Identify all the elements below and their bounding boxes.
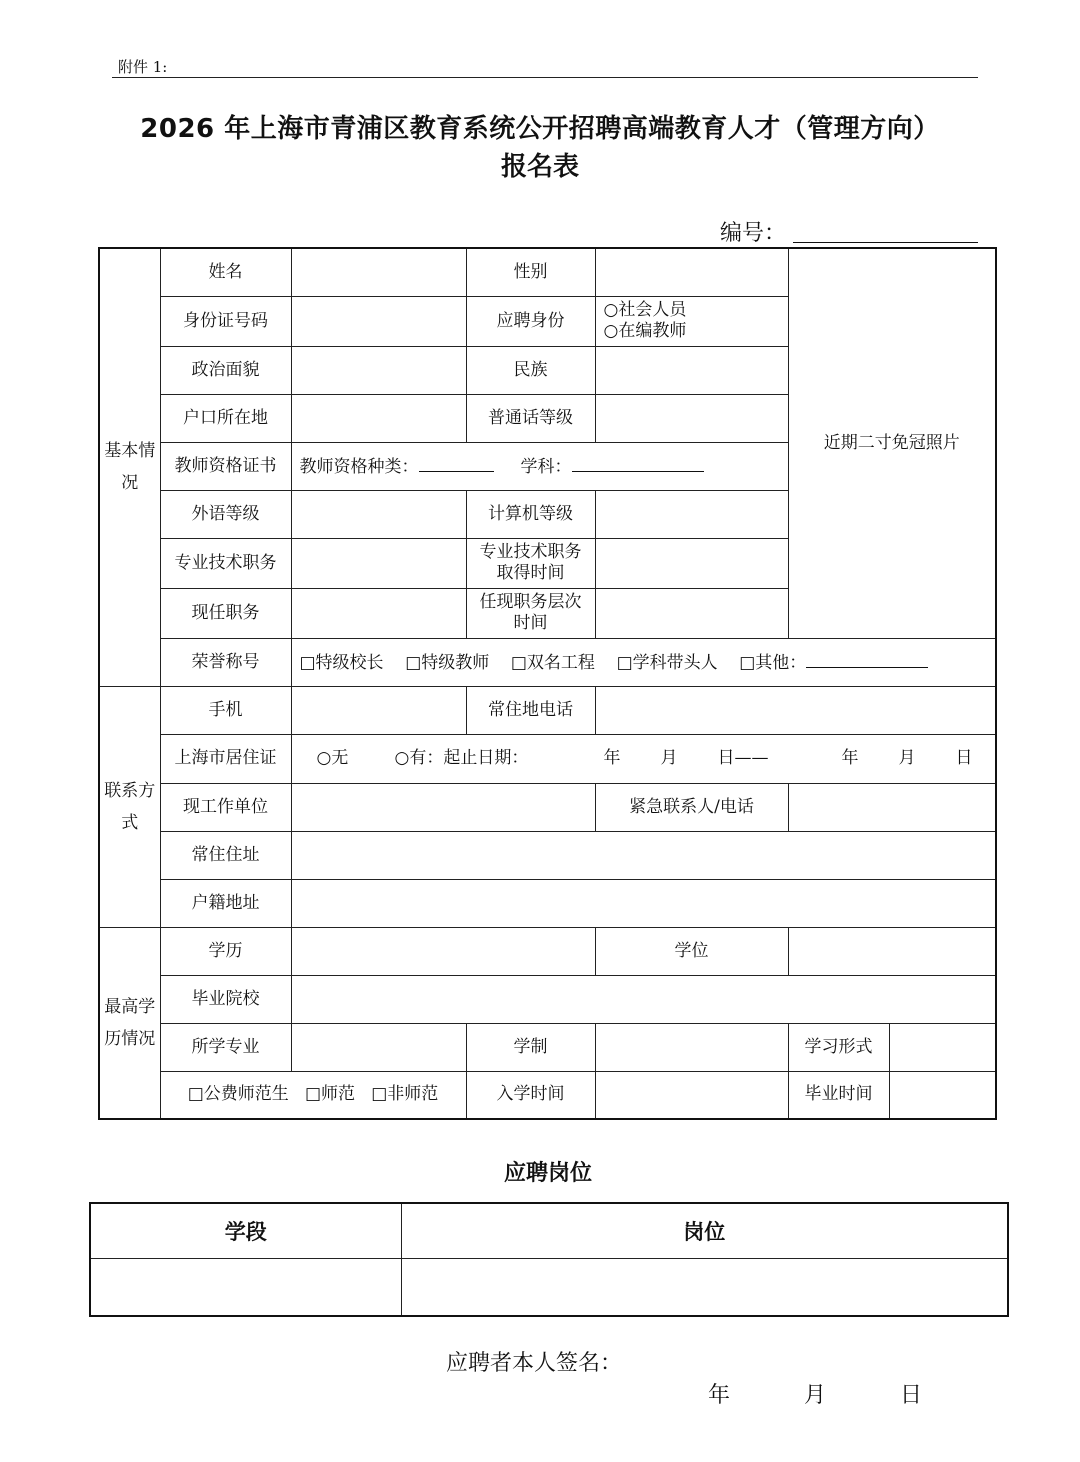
label-mandarin: 普通话等级	[466, 394, 595, 442]
label-study-form: 学习形式	[788, 1023, 889, 1071]
header-divider	[112, 77, 978, 78]
date-year: 年	[708, 1383, 731, 1408]
input-study-form[interactable]	[889, 1023, 996, 1071]
option-normal[interactable]: □师范	[304, 1084, 356, 1105]
input-school[interactable]	[291, 975, 996, 1023]
label-enroll-time: 入学时间	[466, 1071, 595, 1119]
input-emergency[interactable]	[788, 783, 996, 831]
label-emergency: 紧急联系人/电话	[595, 783, 788, 831]
label-prof-title-time: 专业技术职务取得时间	[466, 538, 595, 588]
posts-title: 应聘岗位	[503, 1161, 592, 1186]
input-current-position[interactable]	[291, 588, 466, 638]
attachment-label: 附件 1:	[118, 58, 168, 76]
permit-day-dash: 日——	[717, 747, 769, 768]
permit-year: 年	[603, 747, 621, 768]
honor-teacher[interactable]: □特级教师	[405, 652, 490, 673]
label-permit: 上海市居住证	[160, 734, 291, 783]
label-honors: 荣誉称号	[160, 638, 291, 686]
label-ethnicity: 民族	[466, 346, 595, 394]
col-post: 岗位	[401, 1203, 1008, 1258]
input-name[interactable]	[291, 248, 466, 296]
permit-month: 月	[660, 747, 678, 768]
section-education: 最高学历情况	[99, 927, 160, 1119]
label-education: 学历	[160, 927, 291, 975]
input-position-time[interactable]	[595, 588, 788, 638]
label-position-time: 任现职务层次时间	[466, 588, 595, 638]
label-work-unit: 现工作单位	[160, 783, 291, 831]
page-subtitle: 报名表	[500, 152, 579, 182]
input-major[interactable]	[291, 1023, 466, 1071]
registration-form	[98, 247, 997, 1120]
honor-leader[interactable]: □学科带头人	[616, 652, 718, 673]
label-id-number: 身份证号码	[160, 296, 291, 346]
posts-table	[89, 1202, 1009, 1317]
col-stage: 学段	[90, 1203, 401, 1258]
photo-box[interactable]: 近期二寸免冠照片	[788, 248, 996, 638]
signature-label: 应聘者本人签名：	[446, 1351, 623, 1376]
permit-day2: 日	[955, 747, 973, 768]
teacher-cert-row	[291, 442, 788, 490]
input-post[interactable]	[401, 1258, 1008, 1316]
honors-options	[291, 638, 996, 686]
label-major: 所学专业	[160, 1023, 291, 1071]
honor-other[interactable]: □其他：	[739, 652, 807, 673]
label-address: 常住住址	[160, 831, 291, 879]
label-home-phone: 常住地电话	[466, 686, 595, 734]
input-ethnicity[interactable]	[595, 346, 788, 394]
page-title: 2026 年上海市青浦区教育系统公开招聘高端教育人才（管理方向）	[140, 114, 940, 144]
input-hukou-address[interactable]	[291, 879, 996, 927]
label-applicant-status: 应聘身份	[466, 296, 595, 346]
option-non-normal[interactable]: □非师范	[371, 1084, 439, 1105]
option-public-normal[interactable]: □公费师范生	[187, 1084, 289, 1105]
input-cert-type[interactable]	[419, 455, 494, 472]
input-home-phone[interactable]	[595, 686, 996, 734]
option-staff-teacher[interactable]: ○在编教师	[603, 321, 687, 341]
label-foreign-lang: 外语等级	[160, 490, 291, 538]
serial-label: 编号：	[720, 221, 787, 246]
date-day: 日	[900, 1383, 923, 1408]
label-prof-title: 专业技术职务	[160, 538, 291, 588]
input-prof-title[interactable]	[291, 538, 466, 588]
input-prof-title-time[interactable]	[595, 538, 788, 588]
label-teacher-cert: 教师资格证书	[160, 442, 291, 490]
date-month: 月	[804, 1383, 827, 1408]
input-hukou[interactable]	[291, 394, 466, 442]
label-computer: 计算机等级	[466, 490, 595, 538]
label-current-position: 现任职务	[160, 588, 291, 638]
input-cert-subject[interactable]	[572, 455, 704, 472]
input-work-unit[interactable]	[291, 783, 595, 831]
label-grad-time: 毕业时间	[788, 1071, 889, 1119]
input-grad-time[interactable]	[889, 1071, 996, 1119]
label-name: 姓名	[160, 248, 291, 296]
label-hukou-address: 户籍地址	[160, 879, 291, 927]
permit-has[interactable]: ○有：起止日期：	[394, 747, 529, 768]
input-stage[interactable]	[90, 1258, 401, 1316]
input-enroll-time[interactable]	[595, 1071, 788, 1119]
label-cert-type: 教师资格种类：	[299, 456, 419, 477]
applicant-status-options[interactable]	[595, 296, 788, 346]
input-address[interactable]	[291, 831, 996, 879]
serial-input[interactable]	[793, 242, 978, 243]
honor-dual[interactable]: □双名工程	[510, 652, 595, 673]
input-computer[interactable]	[595, 490, 788, 538]
label-hukou: 户口所在地	[160, 394, 291, 442]
input-education[interactable]	[291, 927, 595, 975]
input-political[interactable]	[291, 346, 466, 394]
input-honor-other[interactable]	[806, 651, 928, 668]
permit-none[interactable]: ○无	[316, 747, 349, 768]
input-foreign-lang[interactable]	[291, 490, 466, 538]
input-degree[interactable]	[788, 927, 996, 975]
label-gender: 性别	[466, 248, 595, 296]
permit-row	[291, 734, 996, 783]
option-social[interactable]: ○社会人员	[603, 300, 687, 320]
label-cert-subject: 学科：	[520, 456, 572, 477]
permit-year2: 年	[841, 747, 859, 768]
input-study-length[interactable]	[595, 1023, 788, 1071]
label-degree: 学位	[595, 927, 788, 975]
label-political: 政治面貌	[160, 346, 291, 394]
input-id-number[interactable]	[291, 296, 466, 346]
input-mandarin[interactable]	[595, 394, 788, 442]
permit-month2: 月	[898, 747, 916, 768]
normal-options	[160, 1071, 466, 1119]
signature-date	[708, 1378, 922, 1409]
label-study-length: 学制	[466, 1023, 595, 1071]
input-gender[interactable]	[595, 248, 788, 296]
honor-principal[interactable]: □特级校长	[299, 652, 384, 673]
label-mobile: 手机	[160, 686, 291, 734]
label-school: 毕业院校	[160, 975, 291, 1023]
input-mobile[interactable]	[291, 686, 466, 734]
section-basic: 基本情况	[99, 248, 160, 686]
section-contact: 联系方式	[99, 686, 160, 927]
